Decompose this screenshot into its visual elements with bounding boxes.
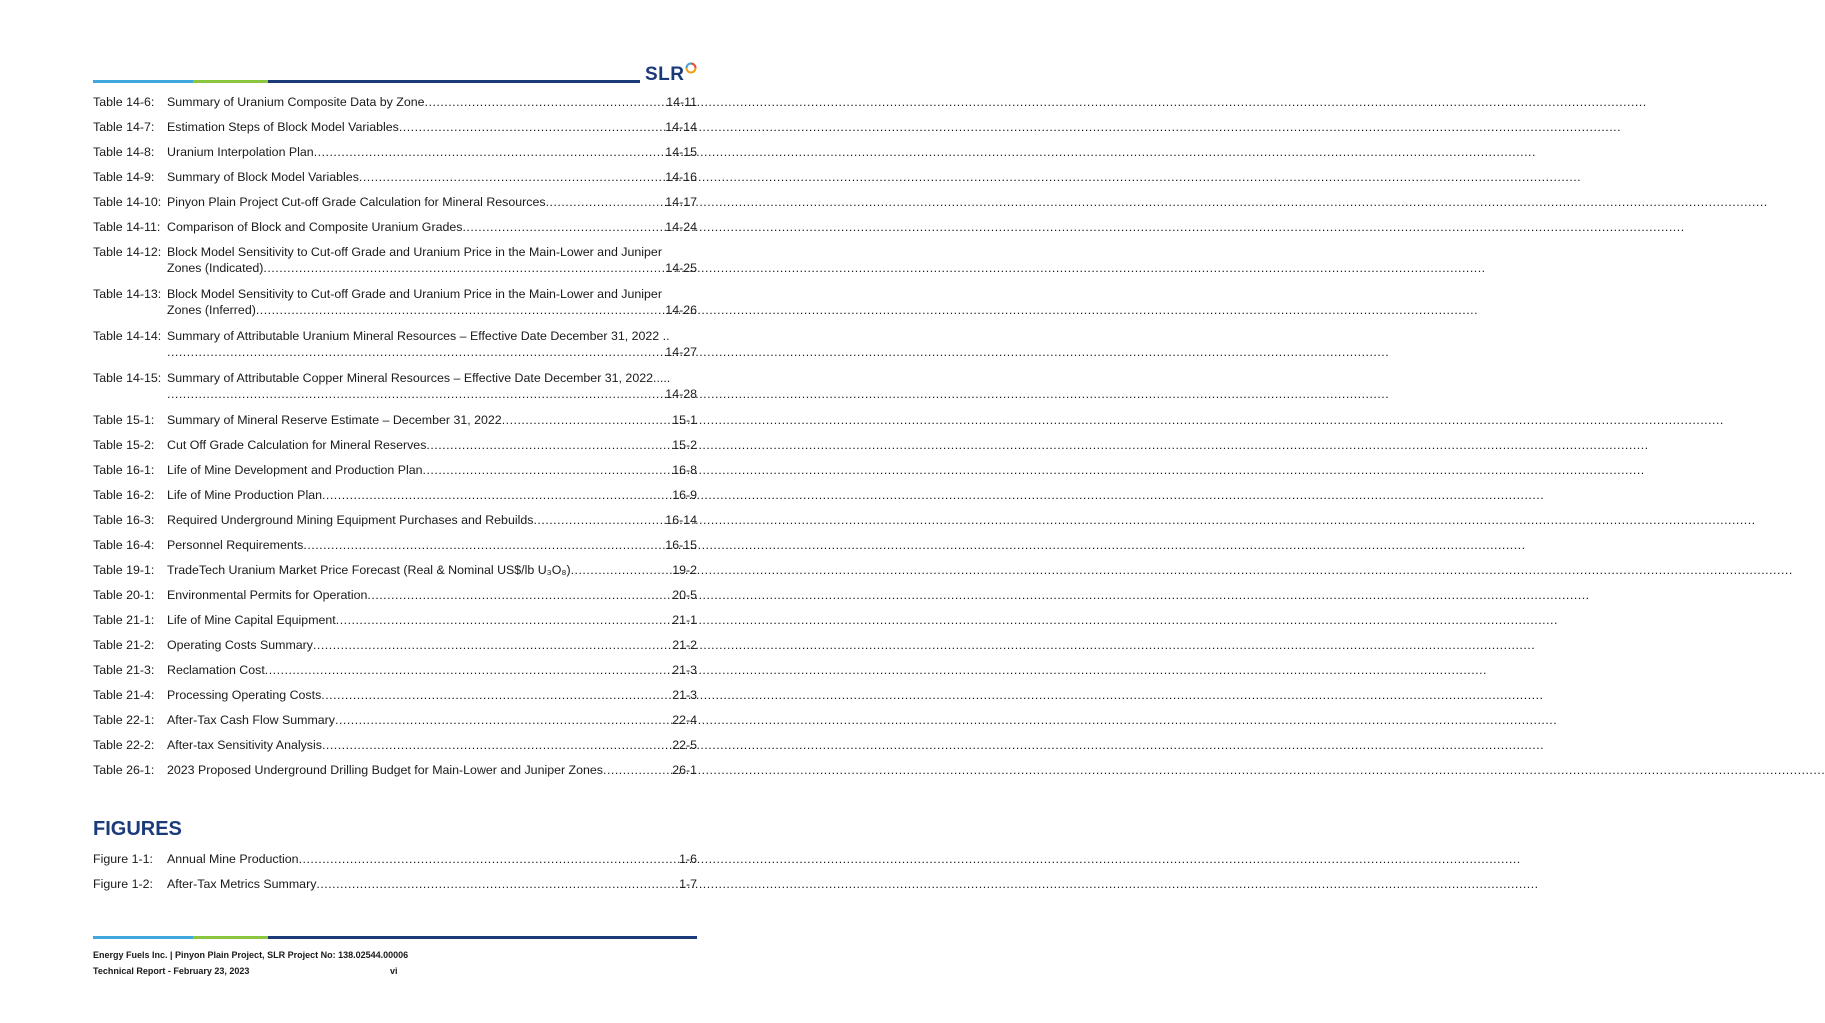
- toc-entry-page: 26-1: [672, 763, 697, 777]
- toc-entry[interactable]: [93, 219, 697, 235]
- toc-entry[interactable]: [93, 462, 697, 478]
- dot-leader: [462, 219, 665, 235]
- toc-entry-label: Table 16-2:: [93, 488, 155, 502]
- toc-entry-label: Table 14-9:: [93, 170, 155, 184]
- toc-entry[interactable]: [93, 328, 697, 360]
- toc-entry-title: 2023 Proposed Underground Drilling Budget for Main-Lower and Juniper Zones: [167, 763, 603, 777]
- toc-entry[interactable]: [93, 437, 697, 453]
- dot-leader: [426, 437, 672, 453]
- toc-entry-label: Table 26-1:: [93, 763, 155, 777]
- toc-entry-label: Table 14-15:: [93, 371, 162, 385]
- dot-leader: [423, 462, 673, 478]
- toc-entry-title: Summary of Attributable Copper Mineral Resources – Effective Date December 31, 2022.....: [167, 371, 671, 385]
- toc-entry-title: After-tax Sensitivity Analysis: [167, 738, 322, 752]
- toc-entry-label: Figure 1-1:: [93, 852, 153, 866]
- toc-entry[interactable]: [93, 537, 697, 553]
- toc-entry-title: Life of Mine Production Plan: [167, 488, 322, 502]
- toc-entry-label: Table 21-1:: [93, 613, 155, 627]
- toc-entry-label: Table 22-2:: [93, 738, 155, 752]
- slr-logo: [645, 62, 701, 86]
- toc-entry[interactable]: [93, 169, 697, 185]
- toc-entry-label: Table 14-10:: [93, 195, 162, 209]
- list-of-figures: [93, 851, 697, 901]
- toc-entry[interactable]: [93, 370, 697, 402]
- toc-entry[interactable]: [93, 612, 697, 628]
- toc-entry-title: Block Model Sensitivity to Cut-off Grade and Uranium Price in the Main-Lower and Juniper: [167, 287, 662, 301]
- dot-leader: [367, 587, 672, 603]
- footer-line-2: Technical Report - February 23, 2023: [93, 966, 250, 976]
- toc-entry-label: Table 21-2:: [93, 638, 155, 652]
- toc-entry-label: Table 14-7:: [93, 120, 155, 134]
- dot-leader: [256, 302, 665, 318]
- footer-page-number: vi: [390, 966, 398, 976]
- toc-entry-page: 14-26: [665, 303, 697, 317]
- dot-leader: [263, 260, 665, 276]
- footer-rule: [93, 936, 697, 939]
- toc-entry-title: After-Tax Metrics Summary: [167, 877, 317, 891]
- toc-entry-label: Table 19-1:: [93, 563, 155, 577]
- toc-entry[interactable]: [93, 712, 697, 728]
- header-rule: [93, 80, 640, 83]
- toc-entry-label: Table 21-3:: [93, 663, 155, 677]
- toc-entry-label: Table 14-14:: [93, 329, 162, 343]
- toc-entry[interactable]: [93, 512, 697, 528]
- toc-entry[interactable]: [93, 286, 697, 318]
- toc-entry-page: 1-7: [679, 877, 697, 891]
- toc-entry-page: 14-14: [665, 120, 697, 134]
- toc-entry[interactable]: [93, 412, 697, 428]
- toc-entry-title-continued: Zones (Inferred): [167, 303, 256, 317]
- toc-entry-page: 14-11: [666, 95, 697, 109]
- dot-leader: [265, 662, 672, 678]
- toc-entry-title: Summary of Mineral Reserve Estimate – December 31, 2022: [167, 413, 502, 427]
- toc-entry-title: Environmental Permits for Operation: [167, 588, 368, 602]
- toc-entry-title: Comparison of Block and Composite Uranium Grades: [167, 220, 463, 234]
- toc-entry-title: Personnel Requirements: [167, 538, 304, 552]
- dot-leader: [571, 562, 673, 578]
- toc-entry[interactable]: [93, 119, 697, 135]
- toc-entry-title: Operating Costs Summary: [167, 638, 313, 652]
- toc-entry[interactable]: [93, 244, 697, 276]
- toc-entry-page: 16-14: [665, 513, 697, 527]
- dot-leader: [336, 612, 672, 628]
- toc-entry-title: Block Model Sensitivity to Cut-off Grade and Uranium Price in the Main-Lower and Juniper: [167, 245, 662, 259]
- toc-entry-label: Table 14-6:: [93, 95, 155, 109]
- dot-leader: [299, 851, 680, 867]
- figures-heading: FIGURES: [93, 818, 182, 840]
- toc-entry-label: Table 22-1:: [93, 713, 155, 727]
- toc-entry-title: Summary of Attributable Uranium Mineral Resources – Effective Date December 31, 2022 ..: [167, 329, 670, 343]
- dot-leader: [321, 687, 672, 703]
- dot-leader: [316, 876, 679, 892]
- toc-entry-label: Table 14-11:: [93, 220, 161, 234]
- toc-entry-title: Life of Mine Capital Equipment: [167, 613, 336, 627]
- toc-entry-label: Table 15-1:: [93, 413, 155, 427]
- dot-leader: [546, 194, 666, 210]
- toc-entry-page: 21-3: [672, 688, 697, 702]
- footer-line-1: Energy Fuels Inc. | Pinyon Plain Project, SLR Project No: 138.02544.00006: [93, 950, 409, 960]
- logo-text: SLR: [645, 64, 685, 85]
- toc-entry[interactable]: [93, 194, 697, 210]
- toc-entry-title: Life of Mine Development and Production Plan: [167, 463, 423, 477]
- dot-leader: [533, 512, 665, 528]
- toc-entry-page: 14-27: [665, 345, 697, 359]
- dot-leader: [167, 344, 665, 360]
- toc-entry-page: 21-2: [672, 638, 697, 652]
- toc-entry-label: Table 16-3:: [93, 513, 155, 527]
- toc-entry-page: 19-2: [672, 563, 697, 577]
- dot-leader: [313, 637, 672, 653]
- toc-entry-label: Table 16-4:: [93, 538, 155, 552]
- toc-entry-title: Summary of Block Model Variables: [167, 170, 359, 184]
- toc-entry[interactable]: [93, 637, 697, 653]
- dot-leader: [335, 712, 672, 728]
- toc-entry[interactable]: [93, 562, 697, 578]
- dot-leader: [167, 386, 665, 402]
- dot-leader: [603, 762, 672, 778]
- toc-entry-page: 20-5: [672, 588, 697, 602]
- toc-entry[interactable]: [93, 687, 697, 703]
- toc-entry[interactable]: [93, 662, 697, 678]
- toc-entry-page: 14-25: [665, 261, 697, 275]
- toc-entry-label: Table 14-8:: [93, 145, 155, 159]
- toc-entry[interactable]: [93, 587, 697, 603]
- toc-entry-page: 14-15: [665, 145, 697, 159]
- toc-entry-page: 1-6: [679, 852, 697, 866]
- toc-entry-title: Processing Operating Costs: [167, 688, 322, 702]
- toc-entry-page: 15-1: [672, 413, 697, 427]
- toc-entry-title: TradeTech Uranium Market Price Forecast (Real & Nominal US$/lb U₃O₈): [167, 563, 571, 577]
- toc-entry-page: 14-17: [665, 195, 697, 209]
- toc-entry-label: Table 16-1:: [93, 463, 155, 477]
- toc-entry-page: 16-15: [665, 538, 697, 552]
- toc-entry-title: Pinyon Plain Project Cut-off Grade Calculation for Mineral Resources: [167, 195, 546, 209]
- toc-entry-label: Table 20-1:: [93, 588, 155, 602]
- toc-entry-label: Table 15-2:: [93, 438, 155, 452]
- toc-entry-title: Annual Mine Production: [167, 852, 299, 866]
- dot-leader: [502, 412, 673, 428]
- dot-leader: [425, 94, 667, 110]
- dot-leader: [322, 487, 672, 503]
- toc-entry[interactable]: [93, 487, 697, 503]
- toc-entry-page: 21-3: [672, 663, 697, 677]
- toc-entry-page: 22-5: [672, 738, 697, 752]
- dot-leader: [303, 537, 665, 553]
- toc-entry-title: Uranium Interpolation Plan: [167, 145, 314, 159]
- toc-entry-page: 16-9: [672, 488, 697, 502]
- toc-entry-page: 22-4: [672, 713, 697, 727]
- list-of-tables: [93, 94, 697, 787]
- toc-entry-page: 14-28: [665, 387, 697, 401]
- toc-entry-title: Summary of Uranium Composite Data by Zone: [167, 95, 425, 109]
- toc-entry-label: Table 14-13:: [93, 287, 162, 301]
- toc-entry-page: 14-16: [665, 170, 697, 184]
- toc-entry[interactable]: [93, 737, 697, 753]
- toc-entry-title: Cut Off Grade Calculation for Mineral Reserves: [167, 438, 427, 452]
- toc-entry[interactable]: [93, 762, 697, 778]
- toc-entry-page: 14-24: [665, 220, 697, 234]
- toc-entry-label: Figure 1-2:: [93, 877, 153, 891]
- dot-leader: [359, 169, 665, 185]
- toc-entry[interactable]: [93, 94, 697, 110]
- toc-entry-page: 16-8: [672, 463, 697, 477]
- toc-entry-title: Reclamation Cost: [167, 663, 265, 677]
- toc-entry-page: 21-1: [672, 613, 697, 627]
- toc-entry-title: Estimation Steps of Block Model Variables: [167, 120, 399, 134]
- toc-entry-title: Required Underground Mining Equipment Purchases and Rebuilds: [167, 513, 534, 527]
- toc-entry[interactable]: [93, 144, 697, 160]
- dot-leader: [399, 119, 665, 135]
- dot-leader: [322, 737, 672, 753]
- dot-leader: [314, 144, 666, 160]
- toc-entry-page: 15-2: [672, 438, 697, 452]
- toc-entry-label: Table 21-4:: [93, 688, 155, 702]
- toc-entry-title-continued: Zones (Indicated): [167, 261, 264, 275]
- toc-entry-label: Table 14-12:: [93, 245, 162, 259]
- toc-entry-title: After-Tax Cash Flow Summary: [167, 713, 335, 727]
- toc-entry[interactable]: [93, 851, 697, 867]
- toc-entry[interactable]: [93, 876, 697, 892]
- slr-swirl-icon: [685, 62, 697, 74]
